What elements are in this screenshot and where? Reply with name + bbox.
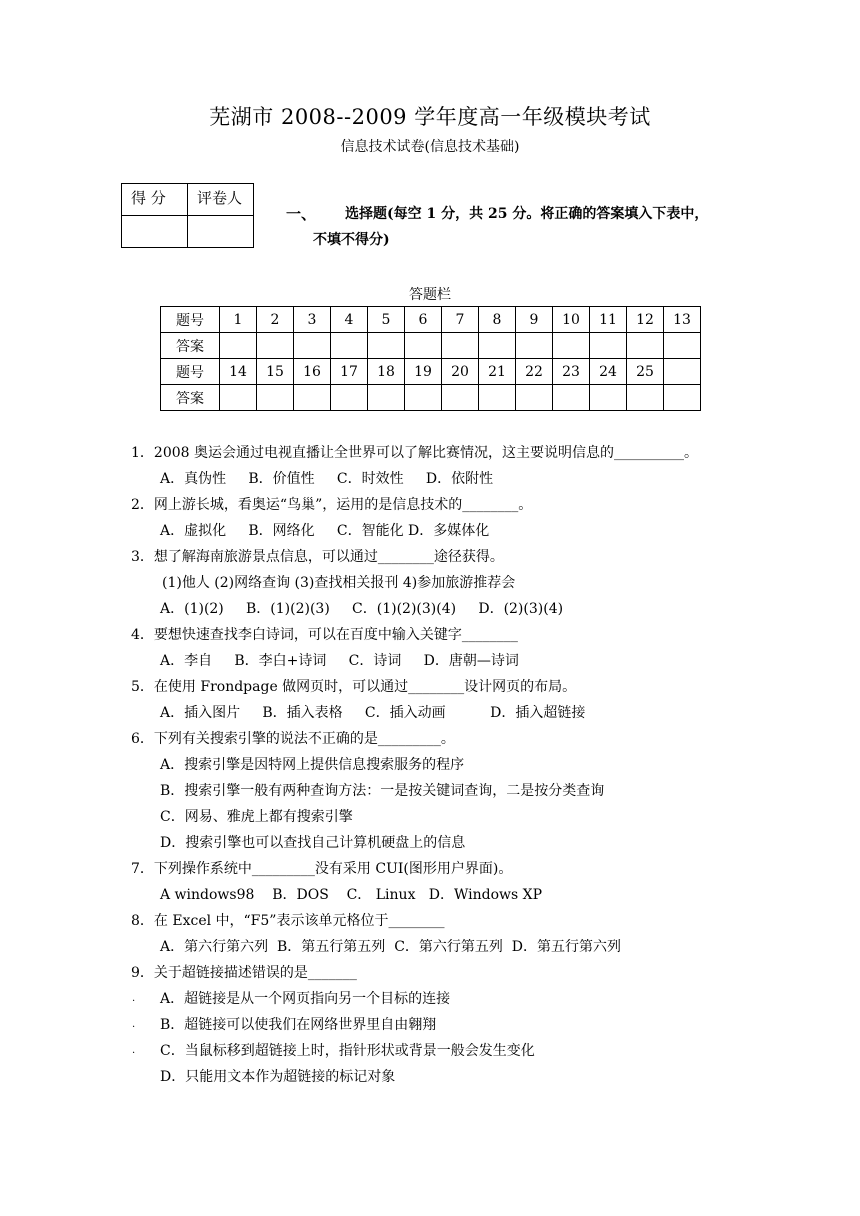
question-number: 17 xyxy=(331,359,368,385)
answer-cell xyxy=(627,333,664,359)
question-number: 4 xyxy=(331,307,368,333)
question-stem: 7．下列操作系统中_________没有采用 CUI(图形用户界面)。 xyxy=(131,861,513,877)
question-number: 13 xyxy=(664,307,701,333)
question-options: A．真伪性 B．价值性 C．时效性 D．依附性 xyxy=(160,471,494,487)
answer-cell xyxy=(516,385,553,411)
question-stem: 1．2008 奥运会通过电视直播让全世界可以了解比赛情况，这主要说明信息的__________。 xyxy=(131,445,698,461)
grader-label: 评卷人 xyxy=(188,184,254,216)
answer-cell xyxy=(664,385,701,411)
question-number: 15 xyxy=(257,359,294,385)
answer-sheet-caption: 答题栏 xyxy=(409,287,451,303)
section-instructions-cont: 不填不得分) xyxy=(313,232,390,248)
question-number: 11 xyxy=(590,307,627,333)
answer-cell xyxy=(331,385,368,411)
question-options: (1)他人 (2)网络查询 (3)查找相关报刊 4)参加旅游推荐会 xyxy=(162,575,516,591)
question-options: B．搜索引擎一般有两种查询方法：一是按关键词查询，二是按分类查询 xyxy=(160,783,605,799)
answer-cell xyxy=(553,333,590,359)
question-number: 22 xyxy=(516,359,553,385)
page-subtitle: 信息技术试卷(信息技术基础) xyxy=(340,139,520,155)
question-options: A．插入图片 B．插入表格 C．插入动画 D．插入超链接 xyxy=(160,705,586,721)
question-number: 10 xyxy=(553,307,590,333)
answer-cell xyxy=(442,385,479,411)
question-number: 16 xyxy=(294,359,331,385)
answer-sheet-table xyxy=(160,306,701,411)
number-row xyxy=(161,307,701,333)
question-options: A windows98 B．DOS C． Linux D．Windows XP xyxy=(160,887,543,903)
question-number: 5 xyxy=(368,307,405,333)
answer-cell xyxy=(368,333,405,359)
question-number: 20 xyxy=(442,359,479,385)
answer-cell xyxy=(516,333,553,359)
row-label: 题号 xyxy=(161,359,220,385)
question-options: B．超链接可以使我们在网络世界里自由翱翔 xyxy=(160,1017,437,1033)
answer-cell xyxy=(405,333,442,359)
question-options: A．超链接是从一个网页指向另一个目标的连接 xyxy=(160,991,451,1007)
row-label: 答案 xyxy=(161,333,220,359)
question-number: 7 xyxy=(442,307,479,333)
question-options: A．(1)(2) B．(1)(2)(3) C．(1)(2)(3)(4) D．(2)(3)(4) xyxy=(160,601,564,617)
question-number: 18 xyxy=(368,359,405,385)
question-options: A．搜索引擎是因特网上提供信息搜索服务的程序 xyxy=(160,757,465,773)
answer-cell xyxy=(664,333,701,359)
question-stem: 9．关于超链接描述错误的是_______ xyxy=(131,965,357,981)
row-label: 答案 xyxy=(161,385,220,411)
grader-cell xyxy=(188,216,254,248)
answer-cell xyxy=(257,333,294,359)
row-label: 题号 xyxy=(161,307,220,333)
answer-cell xyxy=(627,385,664,411)
question-stem: 5．在使用 Frondpage 做网页时，可以通过________设计网页的布局。 xyxy=(131,679,577,695)
question-stem: 2．网上游长城，看奥运“鸟巢”，运用的是信息技术的________。 xyxy=(131,497,533,513)
question-stem: 4．要想快速查找李白诗词，可以在百度中输入关键字________ xyxy=(131,627,518,643)
answer-cell xyxy=(368,385,405,411)
answer-cell xyxy=(294,333,331,359)
question-options: C．当鼠标移到超链接上时，指针形状或背景一般会发生变化 xyxy=(160,1043,535,1059)
answer-row xyxy=(161,385,701,411)
question-number: 14 xyxy=(220,359,257,385)
answer-cell xyxy=(220,333,257,359)
question-number: 25 xyxy=(627,359,664,385)
answer-cell xyxy=(479,385,516,411)
answer-cell xyxy=(405,385,442,411)
question-options: C．网易、雅虎上都有搜索引擎 xyxy=(160,809,353,825)
question-number: 6 xyxy=(405,307,442,333)
question-number: 23 xyxy=(553,359,590,385)
question-options: A．虚拟化 B．网络化 C．智能化 D．多媒体化 xyxy=(160,523,490,539)
answer-cell xyxy=(553,385,590,411)
question-number: 9 xyxy=(516,307,553,333)
margin-mark: . xyxy=(132,1045,136,1056)
question-number: 21 xyxy=(479,359,516,385)
question-options: A．李自 B．李白+诗词 C．诗词 D．唐朝—诗词 xyxy=(160,653,519,669)
question-number: 12 xyxy=(627,307,664,333)
question-number: 8 xyxy=(479,307,516,333)
answer-cell xyxy=(331,333,368,359)
question-stem: 6．下列有关搜索引擎的说法不正确的是_________。 xyxy=(131,731,455,747)
answer-cell xyxy=(479,333,516,359)
question-number: 19 xyxy=(405,359,442,385)
answer-cell xyxy=(257,385,294,411)
number-row xyxy=(161,359,701,385)
answer-cell xyxy=(220,385,257,411)
margin-mark: . xyxy=(132,993,136,1004)
page-title: 芜湖市 2008--2009 学年度高一年级模块考试 xyxy=(209,105,651,129)
score-label: 得 分 xyxy=(122,184,188,216)
question-options: D．搜索引擎也可以查找自己计算机硬盘上的信息 xyxy=(160,835,466,851)
question-number: 2 xyxy=(257,307,294,333)
answer-cell xyxy=(590,333,627,359)
section-number: 一、 xyxy=(286,205,317,223)
margin-mark: . xyxy=(132,1019,136,1030)
question-options: D．只能用文本作为超链接的标记对象 xyxy=(160,1069,396,1085)
score-box xyxy=(121,183,254,248)
question-options: A．第六行第六列 B．第五行第五列 C．第六行第五列 D．第五行第六列 xyxy=(160,939,622,955)
answer-cell xyxy=(590,385,627,411)
section-instructions: 选择题(每空 1 分，共 25 分。将正确的答案填入下表中， xyxy=(345,206,709,222)
answer-cell xyxy=(294,385,331,411)
question-number: 24 xyxy=(590,359,627,385)
question-stem: 8．在 Excel 中，“F5”表示该单元格位于________ xyxy=(131,913,445,929)
answer-row xyxy=(161,333,701,359)
answer-cell xyxy=(442,333,479,359)
question-number xyxy=(664,359,701,385)
question-number: 1 xyxy=(220,307,257,333)
question-stem: 3．想了解海南旅游景点信息，可以通过________途径获得。 xyxy=(131,549,504,565)
score-cell xyxy=(122,216,188,248)
question-number: 3 xyxy=(294,307,331,333)
